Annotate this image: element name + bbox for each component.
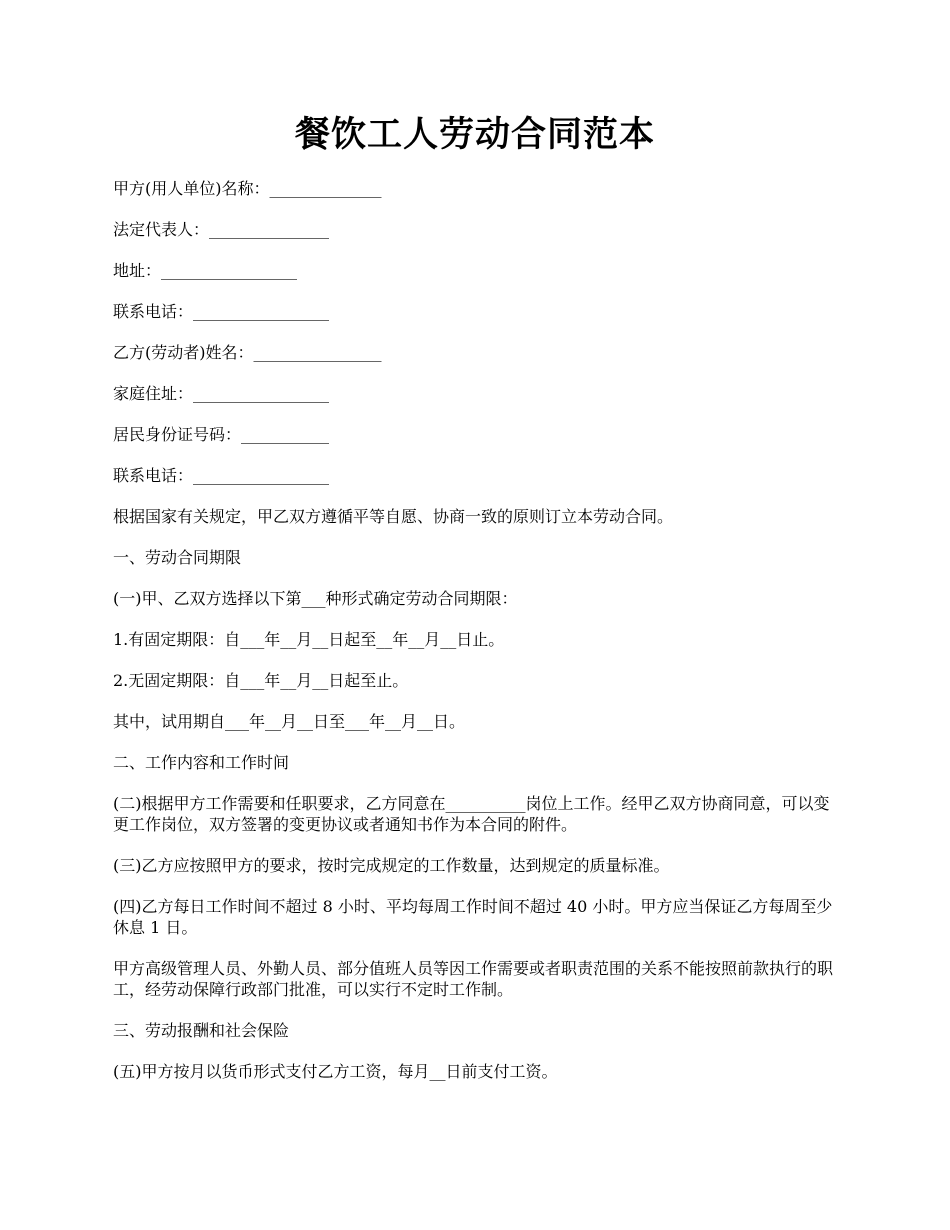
clause-open-term: 2.无固定期限：自___年__月__日起至止。 — [113, 671, 409, 690]
legal-representative-line: 法定代表人：_______________ — [113, 220, 330, 239]
section-heading-term: 一、劳动合同期限 — [113, 548, 242, 567]
clause-1: (一)甲、乙双方选择以下第___种形式确定劳动合同期限： — [113, 589, 518, 608]
clause-probation: 其中，试用期自___年__月__日至___年__月__日。 — [113, 712, 466, 731]
document-title: 餐饮工人劳动合同范本 — [294, 114, 655, 155]
clause-fixed-term: 1.有固定期限：自___年__月__日起至__年__月__日止。 — [113, 630, 505, 649]
home-address-line: 家庭住址：_________________ — [113, 384, 330, 403]
party-a-name-line: 甲方(用人单位)名称：______________ — [113, 179, 382, 198]
party-a-phone-line: 联系电话：_________________ — [113, 302, 330, 321]
section-heading-work: 二、工作内容和工作时间 — [113, 753, 290, 772]
section-heading-pay: 三、劳动报酬和社会保险 — [113, 1021, 290, 1040]
party-b-phone-line: 联系电话：_________________ — [113, 466, 330, 485]
document-body — [113, 178, 841, 1102]
clause-2: (二)根据甲方工作需要和任职要求，乙方同意在__________岗位上工作。经甲乙双方协商同意，可以变更工作岗位，双方签署的变更协议或者通知书作为本合同的附件。 — [113, 794, 830, 834]
party-b-name-line: 乙方(劳动者)姓名：________________ — [113, 343, 382, 362]
clause-4: (四)乙方每日工作时间不超过 8 小时、平均每周工作时间不超过 40 小时。甲方应当保证乙方每周至少休息 1 日。 — [113, 897, 833, 937]
clause-3: (三)乙方应按照甲方的要求，按时完成规定的工作数量，达到规定的质量标准。 — [113, 856, 670, 875]
clause-4-supplement: 甲方高级管理人员、外勤人员、部分值班人员等因工作需要或者职责范围的关系不能按照前款执行的职工，经劳动保障行政部门批准，可以实行不定时工作制。 — [113, 959, 834, 999]
address-line: 地址：_________________ — [113, 261, 298, 280]
id-number-line: 居民身份证号码：___________ — [113, 425, 330, 444]
clause-5: (五)甲方按月以货币形式支付乙方工资，每月__日前支付工资。 — [113, 1062, 558, 1081]
preamble-paragraph: 根据国家有关规定，甲乙双方遵循平等自愿、协商一致的原则订立本劳动合同。 — [113, 507, 674, 526]
